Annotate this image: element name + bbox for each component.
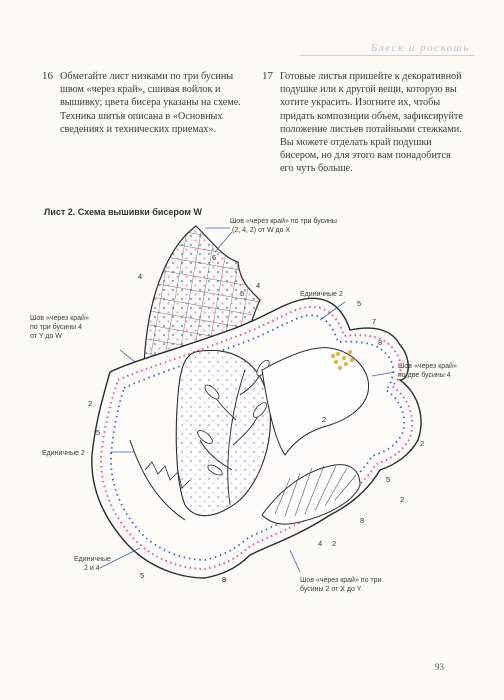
color-number: 2 bbox=[88, 399, 93, 408]
label-stitch-right-1: Шов «через край» bbox=[398, 363, 457, 370]
color-number: 8 bbox=[360, 516, 365, 525]
label-stitch-top-2: (2, 4, 2) от W до X bbox=[232, 227, 291, 234]
label-single-24-2: 2 и 4 bbox=[84, 565, 100, 572]
caption-text: Лист 2. Схема вышивки бисером bbox=[44, 207, 191, 217]
label-stitch-bottom-1: Шов «через край» по три bbox=[300, 577, 382, 584]
label-stitch-right-2: по две бусины 4 bbox=[398, 372, 451, 379]
color-number: 5 bbox=[140, 571, 145, 580]
page-number: 93 bbox=[435, 662, 444, 672]
step-text: Готовые листья пришейте к декоративной подушке или к другой вещи, которую вы хотите украсить. Изогните их, чтобы придать композиции объем, зафиксируйте положение листьев потайными стежками. Вы можете отделать край подушки бисером, но для этого вам понадобится его чуть больше. bbox=[280, 71, 463, 175]
label-stitch-left-3: от Y до W bbox=[30, 333, 62, 340]
label-stitch-top-1: Шов «через край» по три бусины bbox=[230, 218, 337, 225]
color-number: 5 bbox=[96, 428, 101, 437]
color-number: 4 bbox=[256, 281, 261, 290]
color-number: 5 bbox=[386, 475, 391, 484]
caption-letter: W bbox=[193, 207, 202, 217]
color-number: 7 bbox=[372, 317, 377, 326]
step-text: Обметайте лист низками по три бусины швом «через край», сшивая войлок и вышивку; цвета бисера указаны на схеме. Техника шитья описана в «Основных сведениях и технических приемах». bbox=[60, 71, 241, 135]
label-single-2-left: Единичные 2 bbox=[42, 450, 85, 457]
running-header: Блеск и роскошь bbox=[370, 42, 470, 54]
label-stitch-left-1: Шов «через край» bbox=[30, 315, 89, 322]
color-number: 2 bbox=[332, 539, 337, 548]
color-number: 5 bbox=[357, 299, 362, 308]
color-number: 4 bbox=[318, 539, 323, 548]
color-number: 2 bbox=[420, 439, 425, 448]
label-single-24-1: Единичные bbox=[74, 556, 111, 563]
color-number: 2 bbox=[400, 495, 405, 504]
label-stitch-bottom-2: бусины 2 от X до Y bbox=[300, 586, 362, 593]
color-number: 8 bbox=[378, 338, 383, 347]
step-number: 16 bbox=[42, 70, 53, 82]
step-number: 17 bbox=[262, 70, 273, 82]
color-number: 5 bbox=[240, 289, 245, 298]
label-stitch-left-2: по три бусины 4 bbox=[30, 324, 83, 331]
color-number: 8 bbox=[222, 575, 227, 584]
color-number: 6 bbox=[212, 253, 217, 262]
label-single-2-top: Единичные 2 bbox=[300, 291, 343, 298]
color-number: 2 bbox=[322, 415, 327, 424]
color-number: 4 bbox=[138, 272, 143, 281]
